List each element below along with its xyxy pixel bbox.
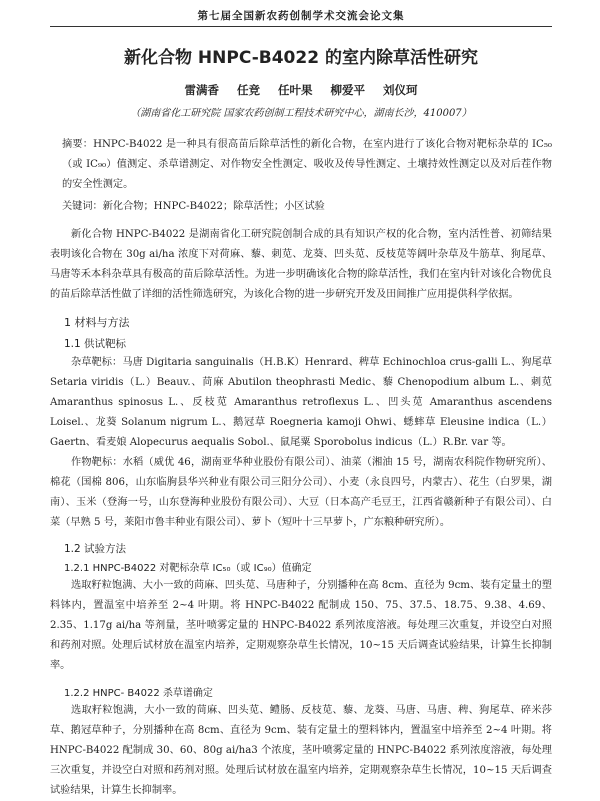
subsection-heading-methods: 1.2 试验方法 (64, 543, 127, 555)
abstract: 摘要：HNPC-B4022 是一种具有很高苗后除草活性的新化合物，在室内进行了该化合物对靶标杂草的 IC₅₀（或 IC₉₀）值测定、杀草谱测定、对作物安全性测定、吸收及传导性测定、土壤持效性测定以及对后茬作物的安全性测定。 (62, 139, 552, 190)
ic50-method-paragraph: 选取籽粒饱满、大小一致的苘麻、凹头苋、马唐种子，分别播种在高 8cm、直径为 9cm、装有定量土的塑料钵内，置温室中培养至 2~4 叶期。将 HNPC-B4022 配制成 150、75、37.5、18.75、9.38、4.69、2.35、1.17g ai/ha 等剂量，茎叶喷雾定量的 HNPC-B4022 系列浓度溶液。每处理三次重复，并设空白对照和药剂对照。处理后试材放在温室内培养，定期观察杂草生长情况，10~15 天后调查试验结果，计算生长抑制率。 (50, 580, 552, 671)
subsubsection-heading-ic50: 1.2.1 HNPC-B4022 对靶标杂草 IC₅₀（或 IC₉₀）值确定 (64, 563, 312, 574)
subsubsection-heading-spectrum: 1.2.2 HNPC- B4022 杀草谱确定 (64, 688, 213, 699)
crop-targets-paragraph: 作物靶标：水稻（威优 46，湖南亚华种业股份有限公司）、油菜（湘油 15 号，湖南农科院作物研究所）、棉花（国棉 806，山东临朐县华兴种业有限公司三阳分公司）、小麦（永良四号，内蒙古）、花生（白罗果，湖南）、玉米（登海一号，山东登海种业股份有限公司）、大豆（日本高产毛豆王，江西省赣新种子有限公司）、白菜（早熟 5 号，莱阳市鲁丰种业有限公司）、萝卜（短叶十三早萝卜，广东粮种研究所）。 (50, 457, 552, 528)
subsection-heading-targets: 1.1 供试靶标 (64, 338, 127, 350)
spectrum-method-paragraph: 选取籽粒饱满，大小一致的苘麻、凹头苋、鳢肠、反枝苋、藜、龙葵、马唐、马唐、稗、狗尾草、碎米莎草、鹅冠草种子，分别播种在高 8cm、直径为 9cm、装有定量土的塑料钵内，置温室中培养至 2~4 叶期。将 HNPC-B4022 配制成 30、60、80g ai/ha3 个浓度，茎叶喷雾定量的 HNPC-B4022 系列浓度溶液，每处理三次重复，并设空白对照和药剂对照。处理后试材放在温室内培养，定期观察杂草生长情况，10~15 天后调查试验结果，计算生长抑制率。 (50, 705, 552, 796)
article-title: 新化合物 HNPC-B4022 的室内除草活性研究 (124, 48, 478, 68)
intro-paragraph: 新化合物 HNPC-B4022 是湖南省化工研究院创制合成的具有知识产权的化合物，室内活性普、初筛结果表明该化合物在 30g ai/ha 浓度下对荷麻、藜、刺苋、龙葵、凹头苋、反枝苋等阔叶杂草及牛筋草、狗尾草、马唐等禾本科杂草具有极高的苗后除草活性。为进一步明确该化合物的除草活性，我们在室内针对该化合物优良的苗后除草活性做了详细的活性筛选研究，为该化合物的进一步研究开发及田间推广应用提供科学依据。 (50, 229, 552, 300)
running-header: 第七届全国新农药创制学术交流会论文集 (50, 8, 552, 27)
weed-targets-paragraph: 杂草靶标：马唐 Digitaria sanguinalis（H.B.K）Henrard、稗草 Echinochloa crus-galli L.、狗尾草 Setaria viridis（L.）Beauv.、苘麻 Abutilon theophrasti Medic、藜 Chenopodium album L.、刺苋 Amaranthus spinosus L.、反枝苋 Amaranthus retroflexus L.、凹头苋 Amaranthus ascendens Loisel.、龙葵 Solanum nigrum L.、鹅冠草 Roegneria kamoji Ohwi、蟋蟀草 Eleusine indica（L.）Gaertn、看麦娘 Alopecurus aequalis Sobol.、鼠尾粟 Sporobolus indicus（L.）R.Br. var 等。 (50, 357, 552, 448)
section-heading-materials-methods: 1 材料与方法 (64, 316, 130, 329)
keywords: 关键词：新化合物；HNPC-B4022；除草活性；小区试验 (62, 201, 325, 212)
affiliation: （湖南省化工研究院 国家农药创制工程技术研究中心，湖南长沙，410007） (130, 108, 472, 119)
author-list: 雷满香 任竞 任叶果 柳爱平 刘仪珂 (184, 83, 418, 97)
